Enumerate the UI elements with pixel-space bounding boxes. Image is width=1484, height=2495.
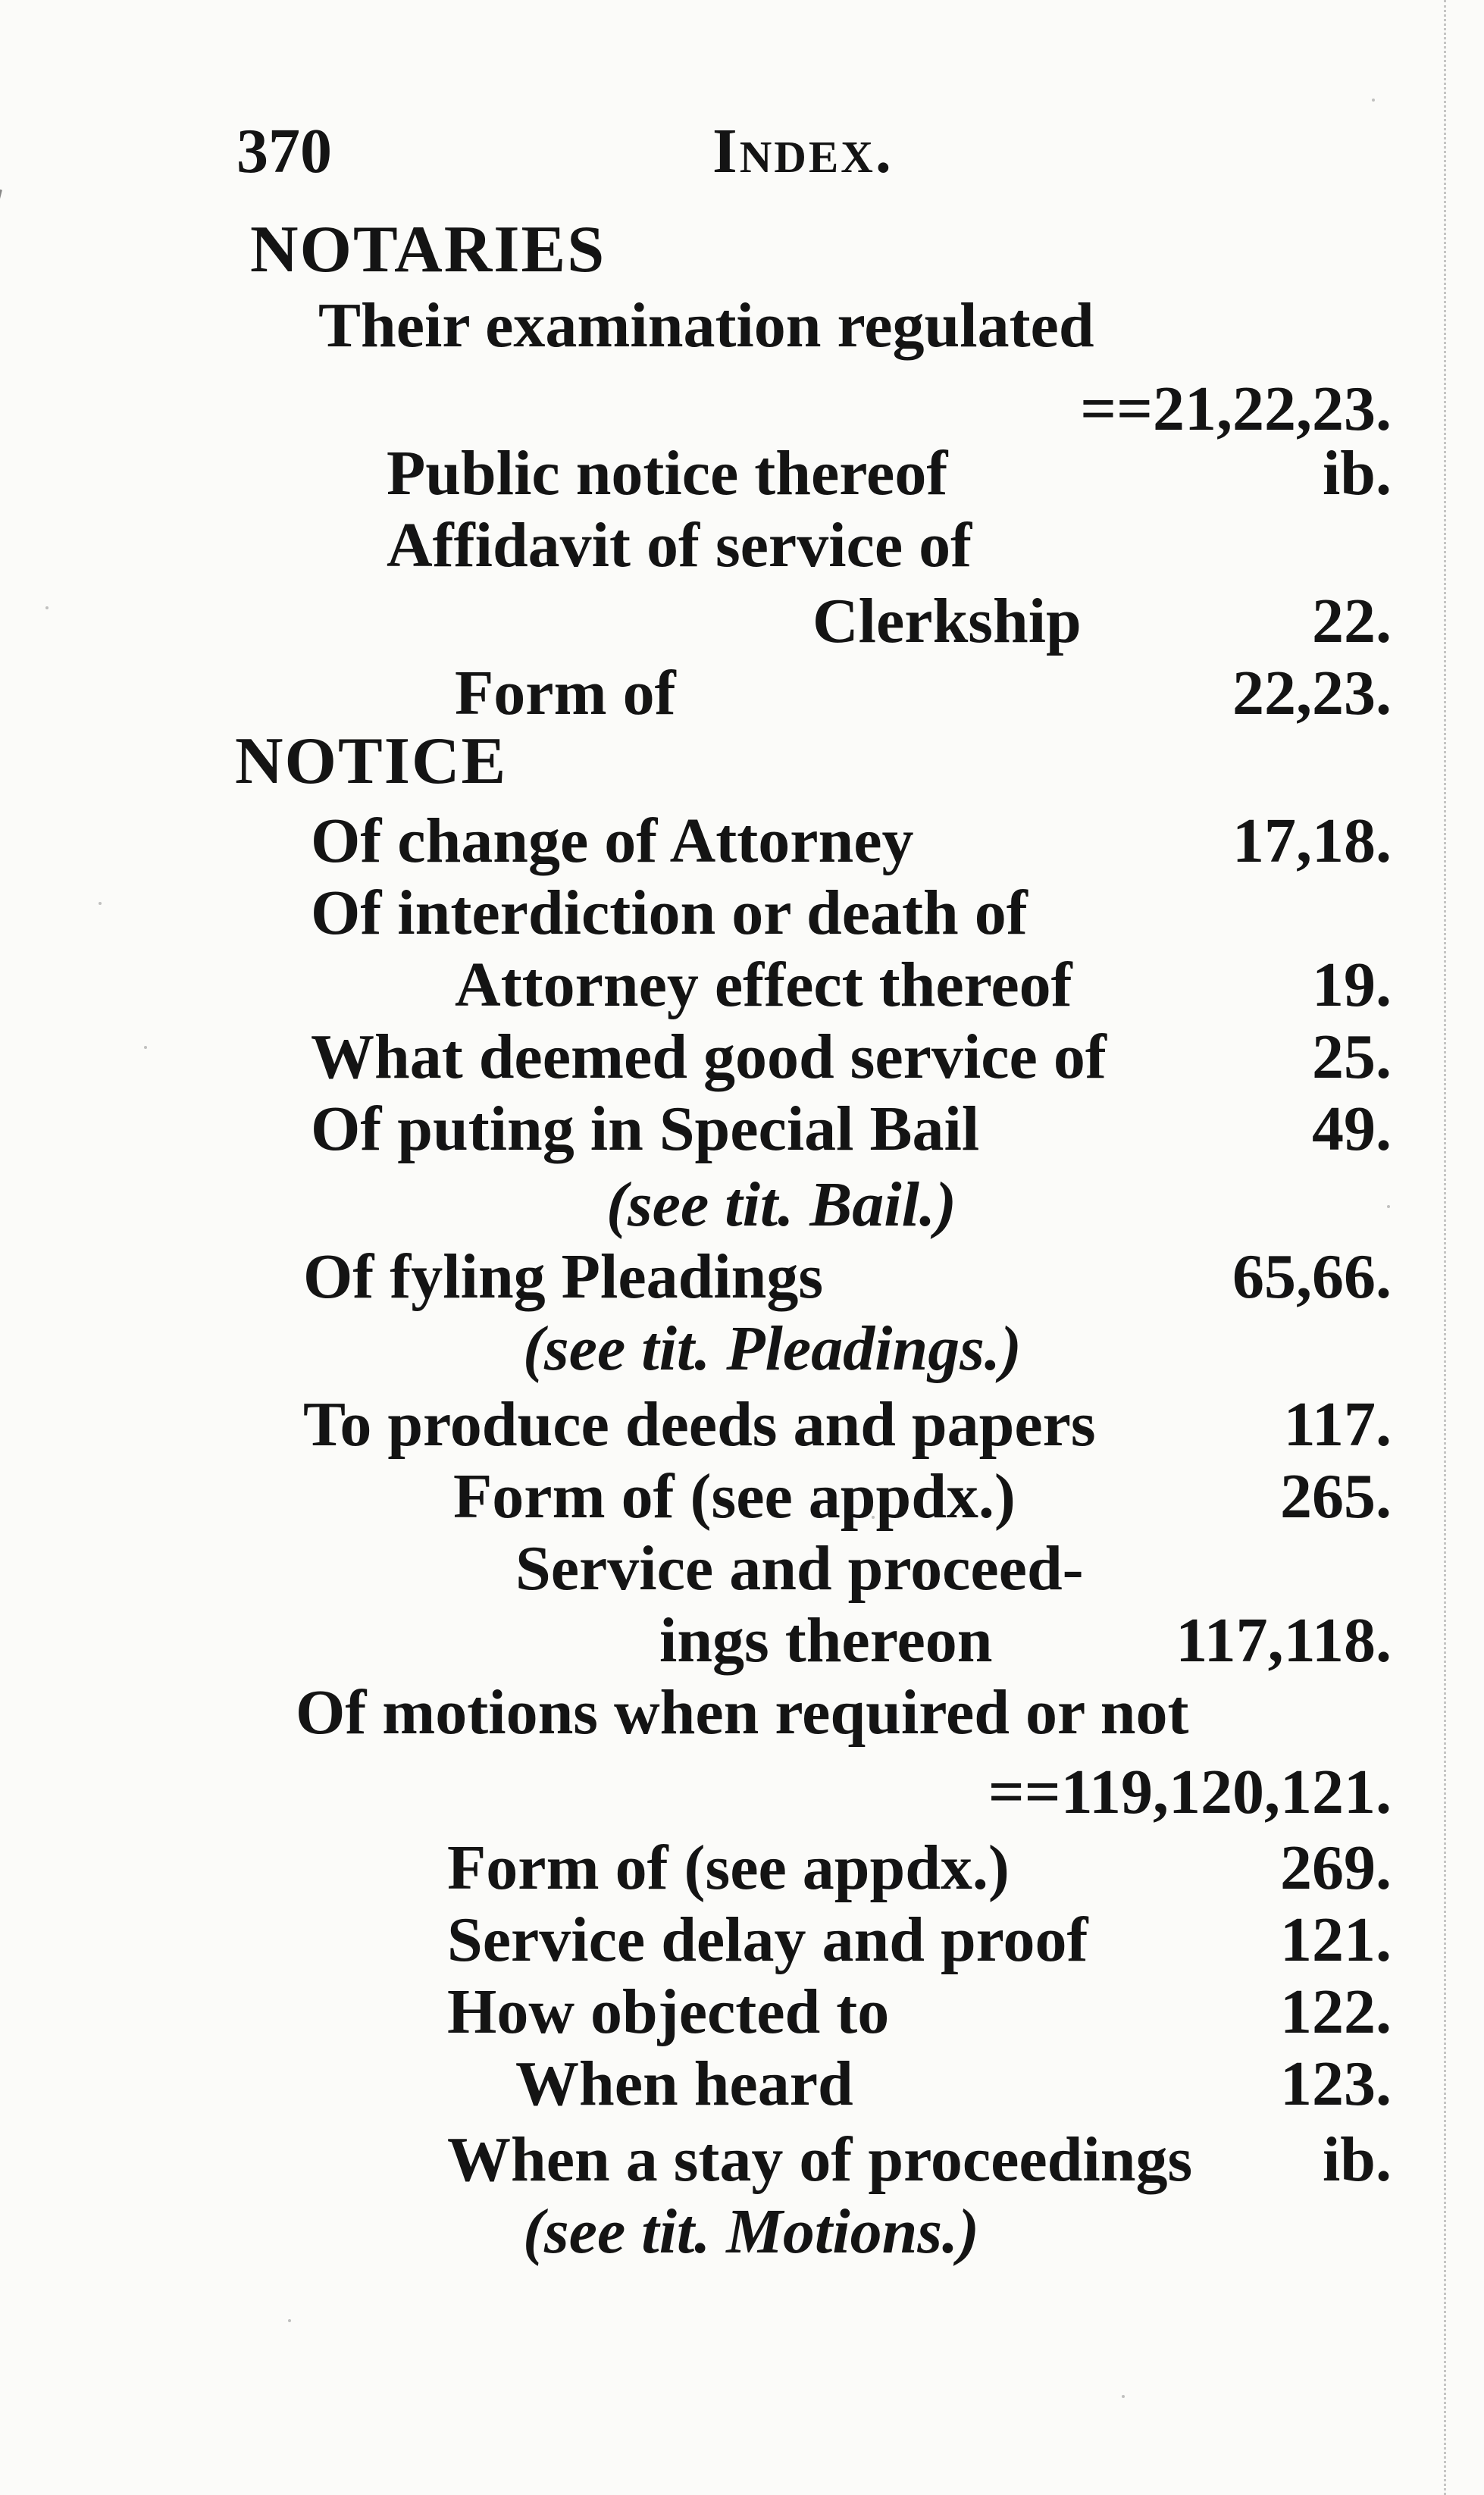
index-entry: Of change of Attorney 17,18. <box>311 806 1392 876</box>
section-heading: NOTARIES <box>250 213 606 286</box>
page-number: 370 <box>236 116 332 186</box>
index-entry: When a stay of proceedings ib. <box>447 2124 1392 2195</box>
scan-speck <box>99 902 102 905</box>
scan-speck <box>1122 2395 1125 2398</box>
index-entry: Affidavit of service of <box>387 510 972 581</box>
index-entry: When heard 123. <box>515 2049 1392 2119</box>
index-entry: Of fyling Pleadings 65,66. <box>303 1241 1392 1312</box>
index-entry: ==119,120,121. <box>988 1757 1392 1827</box>
scan-speck <box>1387 1205 1390 1208</box>
index-entry: Form of (see appdx.) 269. <box>447 1833 1392 1903</box>
index-entry: Of motions when required or not <box>296 1677 1189 1748</box>
running-title: Index. <box>712 116 894 186</box>
cross-reference: (see tit. Bail.) <box>606 1169 956 1240</box>
scan-speck <box>288 2319 291 2322</box>
cross-reference: (see tit. Pleadings.) <box>523 1313 1022 1384</box>
scan-speck <box>45 606 49 609</box>
index-entry: Service and proceed- <box>515 1533 1084 1604</box>
index-entry: ==21,22,23. <box>1080 374 1392 444</box>
index-entry: What deemed good service of 25. <box>311 1022 1392 1092</box>
index-entry: Form of 22,23. <box>455 658 1392 728</box>
index-entry: Form of (see appdx.) 265. <box>453 1461 1392 1532</box>
cross-reference: (see tit. Motions.) <box>523 2196 979 2267</box>
index-entry: Attorney effect thereof 19. <box>455 950 1392 1020</box>
index-entry: Of interdiction or death of <box>311 878 1028 948</box>
section-heading: NOTICE <box>235 725 508 798</box>
index-entry: Service delay and proof 121. <box>447 1905 1392 1975</box>
index-entry: Their examination regulated <box>318 290 1094 361</box>
index-entry: ings thereon 117,118. <box>659 1605 1392 1676</box>
running-header <box>0 114 1484 189</box>
index-entry: To produce deeds and papers 117. <box>303 1389 1392 1460</box>
index-entry: Public notice thereof ib. <box>387 438 1392 509</box>
index-entry: How objected to 122. <box>447 1977 1392 2047</box>
index-entry: Clerkship 22. <box>812 586 1392 656</box>
scan-speck <box>872 1516 875 1519</box>
scan-speck <box>1372 99 1375 102</box>
scan-speck <box>144 1046 147 1049</box>
index-entry: Of puting in Special Bail 49. <box>311 1094 1392 1164</box>
